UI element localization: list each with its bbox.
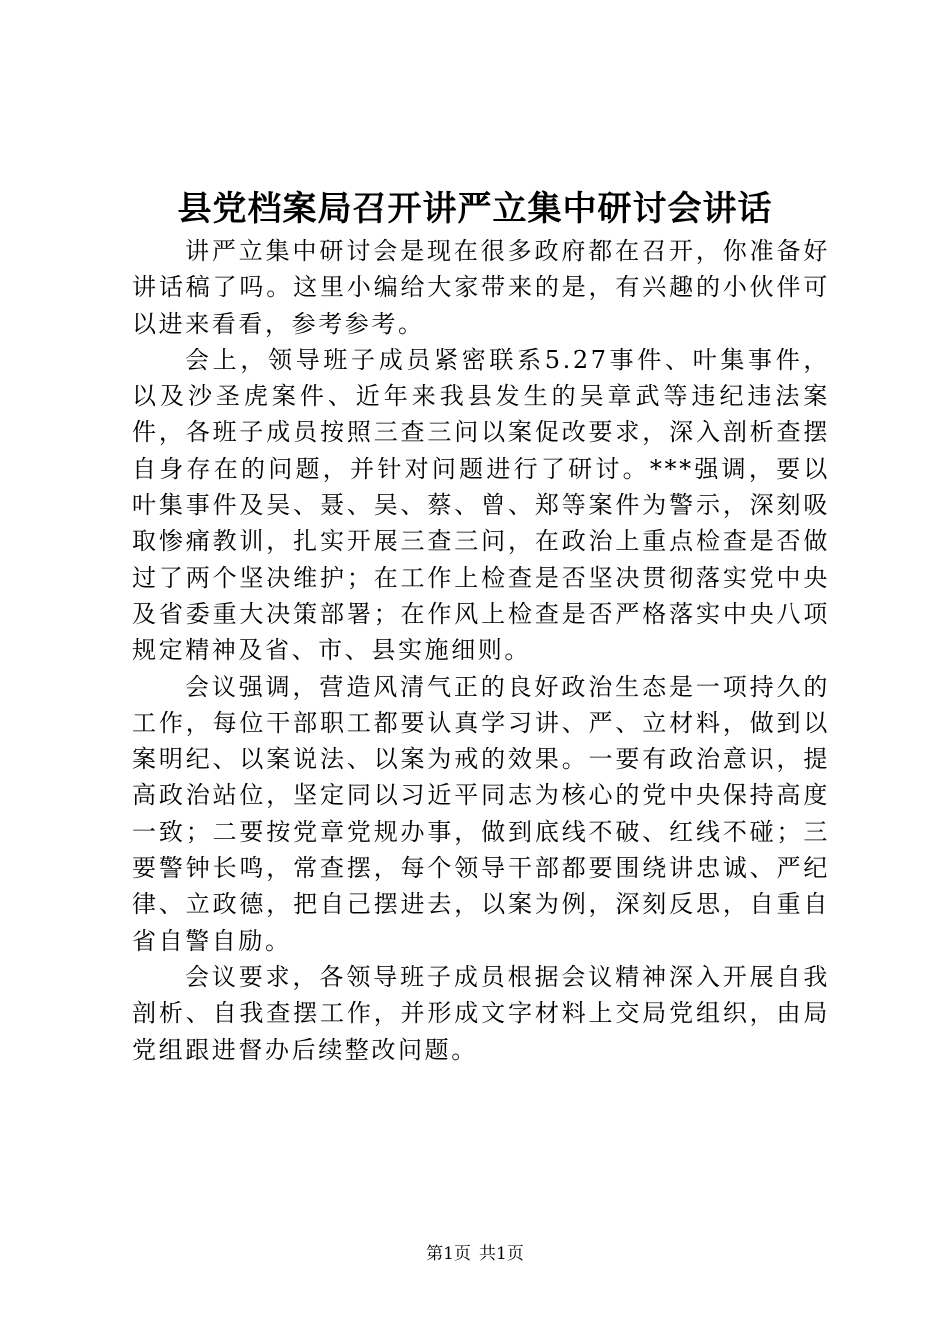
paragraph-intro: 讲严立集中研讨会是现在很多政府都在召开，你准备好讲话稿了吗。这里小编给大家带来的是，有兴趣的小伙伴可以进来看看，参考参考。	[132, 237, 830, 338]
page-number: 第1页	[426, 1244, 471, 1264]
paragraph-meeting: 会上，领导班子成员紧密联系5.27事件、叶集事件，以及沙圣虎案件、近年来我县发生的吴章武等违纪违法案件，各班子成员按照三查三问以案促改要求，深入剖析查摆自身存在的问题，并针对问题进行了研讨。***强调，要以叶集事件及吴、聂、吴、蔡、曾、郑等案件为警示，深刻吸取惨痛教训，扎实开展三查三问，在政治上重点检查是否做过了两个坚决维护；在工作上检查是否坚决贯彻落实党中央及省委重大决策部署；在作风上检查是否严格落实中央八项规定精神及省、市、县实施细则。	[132, 345, 830, 665]
document-title: 县党档案局召开讲严立集中研讨会讲话	[177, 189, 773, 229]
paragraph-requirements: 会议要求，各领导班子成员根据会议精神深入开展自我剖析、自我查摆工作，并形成文字材料上交局党组织，由局党组跟进督办后续整改问题。	[132, 962, 830, 1064]
paragraph-emphasis: 会议强调，营造风清气正的良好政治生态是一项持久的工作，每位干部职工都要认真学习讲、严、立材料，做到以案明纪、以案说法、以案为戒的效果。一要有政治意识，提高政治站位，坚定同以习近平同志为核心的党中央保持高度一致；二要按党章党规办事，做到底线不破、红线不碰；三要警钟长鸣，常查摆，每个领导干部都要围绕讲忠诚、严纪律、立政德，把自己摆进去，以案为例，深刻反思，自重自省自警自励。	[132, 672, 830, 955]
page-total: 共1页	[479, 1244, 524, 1264]
page-footer	[0, 1242, 950, 1266]
document-body	[132, 233, 830, 1068]
